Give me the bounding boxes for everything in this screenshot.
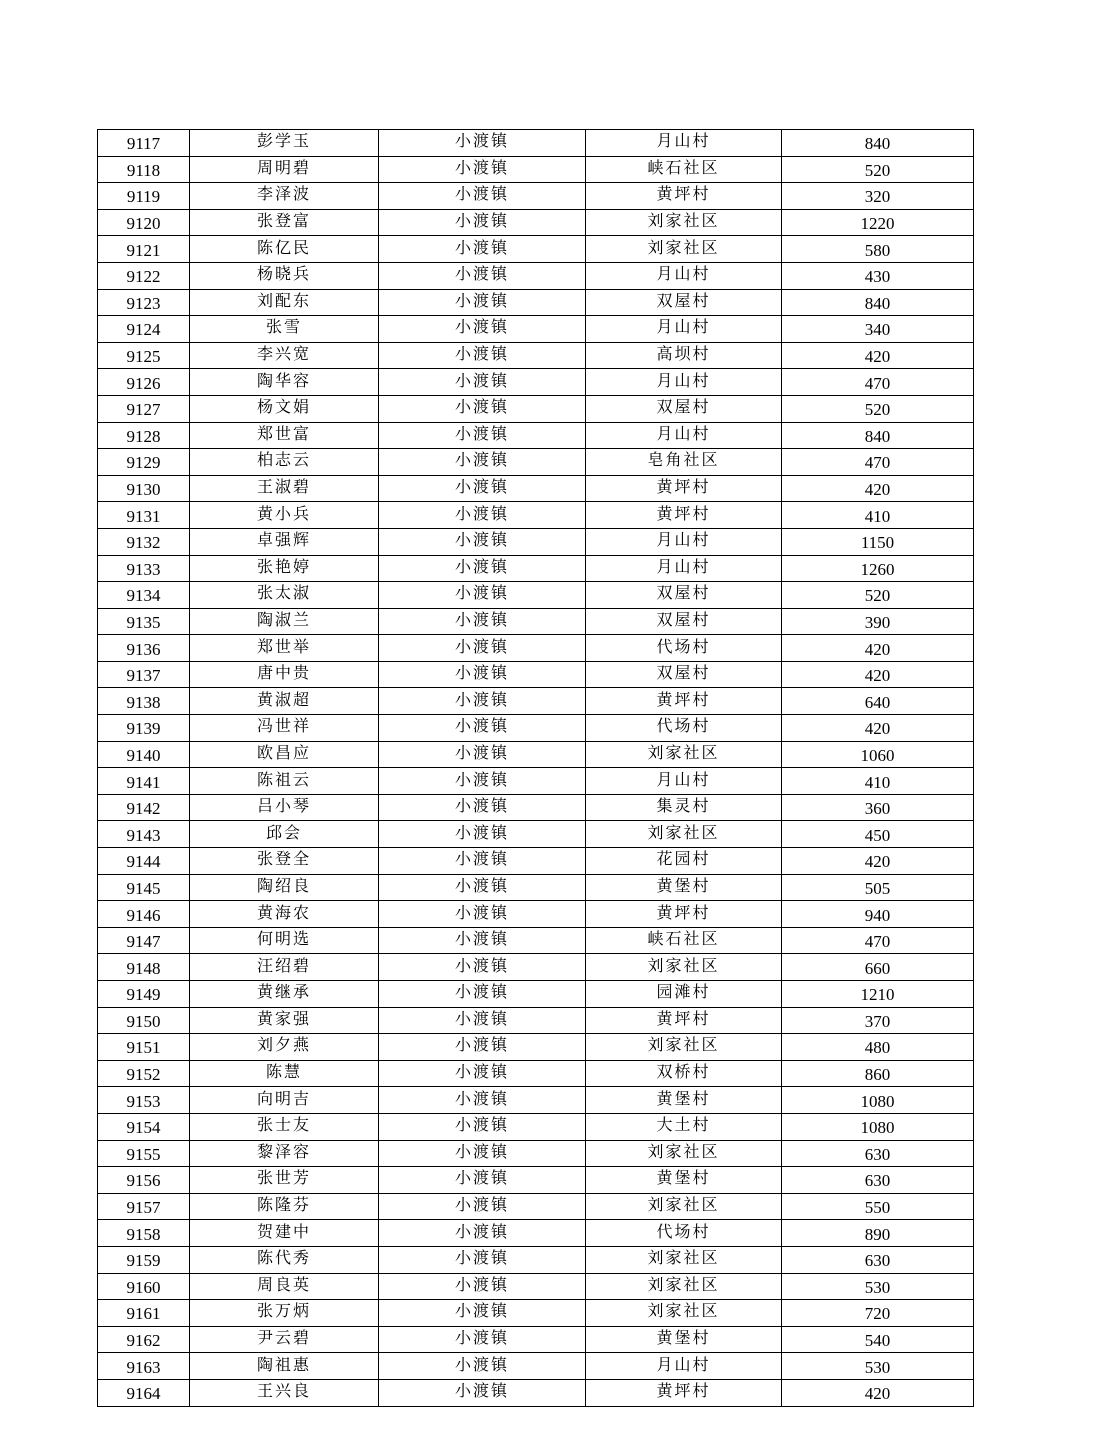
table-row: [98, 422, 974, 449]
cell-town: 小渡镇: [379, 1353, 586, 1380]
cell-amount: 1210: [782, 981, 974, 1008]
cell-amount: 320: [782, 183, 974, 210]
cell-town: 小渡镇: [379, 1060, 586, 1087]
cell-name: 吕小琴: [190, 794, 379, 821]
cell-amount: 630: [782, 1140, 974, 1167]
cell-town: 小渡镇: [379, 874, 586, 901]
cell-amount: 840: [782, 130, 974, 157]
cell-town: 小渡镇: [379, 901, 586, 928]
cell-amount: 520: [782, 395, 974, 422]
table-row: [98, 236, 974, 263]
table-row: [98, 635, 974, 662]
cell-town: 小渡镇: [379, 422, 586, 449]
table-row: [98, 156, 974, 183]
cell-amount: 840: [782, 422, 974, 449]
cell-serial-number: 9133: [98, 555, 190, 582]
cell-name: 黄海农: [190, 901, 379, 928]
cell-amount: 470: [782, 927, 974, 954]
cell-amount: 420: [782, 342, 974, 369]
cell-amount: 840: [782, 289, 974, 316]
cell-village: 代场村: [586, 1220, 782, 1247]
cell-name: 陈隆芬: [190, 1193, 379, 1220]
cell-serial-number: 9119: [98, 183, 190, 210]
cell-name: 汪绍碧: [190, 954, 379, 981]
cell-amount: 640: [782, 688, 974, 715]
cell-village: 刘家社区: [586, 236, 782, 263]
cell-amount: 420: [782, 635, 974, 662]
cell-town: 小渡镇: [379, 1087, 586, 1114]
cell-town: 小渡镇: [379, 1167, 586, 1194]
table-row: [98, 954, 974, 981]
cell-amount: 1080: [782, 1113, 974, 1140]
table-row: [98, 209, 974, 236]
table-row: [98, 1140, 974, 1167]
cell-serial-number: 9144: [98, 848, 190, 875]
cell-village: 刘家社区: [586, 1300, 782, 1327]
cell-serial-number: 9152: [98, 1060, 190, 1087]
cell-town: 小渡镇: [379, 715, 586, 742]
cell-town: 小渡镇: [379, 475, 586, 502]
cell-name: 邱会: [190, 821, 379, 848]
cell-town: 小渡镇: [379, 661, 586, 688]
cell-serial-number: 9147: [98, 927, 190, 954]
cell-amount: 420: [782, 661, 974, 688]
cell-town: 小渡镇: [379, 555, 586, 582]
cell-village: 双屋村: [586, 661, 782, 688]
table-row: [98, 555, 974, 582]
cell-name: 尹云碧: [190, 1326, 379, 1353]
cell-town: 小渡镇: [379, 1034, 586, 1061]
table-row: [98, 981, 974, 1008]
cell-village: 月山村: [586, 555, 782, 582]
table-row: [98, 1326, 974, 1353]
table-row: [98, 901, 974, 928]
table-row: [98, 183, 974, 210]
cell-town: 小渡镇: [379, 1246, 586, 1273]
table-row: [98, 1060, 974, 1087]
cell-town: 小渡镇: [379, 821, 586, 848]
cell-serial-number: 9134: [98, 582, 190, 609]
table-row: [98, 130, 974, 157]
table-row: [98, 1353, 974, 1380]
cell-serial-number: 9138: [98, 688, 190, 715]
cell-amount: 1220: [782, 209, 974, 236]
cell-amount: 520: [782, 156, 974, 183]
cell-town: 小渡镇: [379, 1113, 586, 1140]
cell-serial-number: 9146: [98, 901, 190, 928]
cell-town: 小渡镇: [379, 183, 586, 210]
cell-amount: 430: [782, 262, 974, 289]
cell-amount: 420: [782, 848, 974, 875]
cell-village: 刘家社区: [586, 1034, 782, 1061]
cell-town: 小渡镇: [379, 981, 586, 1008]
table-row: [98, 821, 974, 848]
cell-serial-number: 9154: [98, 1113, 190, 1140]
cell-name: 卓强辉: [190, 528, 379, 555]
table-row: [98, 1220, 974, 1247]
cell-village: 刘家社区: [586, 1193, 782, 1220]
cell-amount: 530: [782, 1353, 974, 1380]
cell-serial-number: 9141: [98, 768, 190, 795]
cell-serial-number: 9131: [98, 502, 190, 529]
cell-village: 黄坪村: [586, 1379, 782, 1406]
cell-name: 唐中贵: [190, 661, 379, 688]
cell-town: 小渡镇: [379, 1193, 586, 1220]
cell-town: 小渡镇: [379, 954, 586, 981]
cell-amount: 420: [782, 475, 974, 502]
cell-name: 彭学玉: [190, 130, 379, 157]
cell-village: 月山村: [586, 1353, 782, 1380]
table-row: [98, 688, 974, 715]
cell-village: 刘家社区: [586, 1273, 782, 1300]
cell-village: 刘家社区: [586, 954, 782, 981]
cell-name: 陶祖惠: [190, 1353, 379, 1380]
table-body: [98, 130, 974, 1407]
table-row: [98, 1113, 974, 1140]
cell-village: 代场村: [586, 635, 782, 662]
cell-amount: 860: [782, 1060, 974, 1087]
table-row: [98, 1246, 974, 1273]
cell-name: 郑世富: [190, 422, 379, 449]
cell-amount: 410: [782, 768, 974, 795]
table-row: [98, 342, 974, 369]
cell-village: 黄坪村: [586, 688, 782, 715]
cell-serial-number: 9128: [98, 422, 190, 449]
cell-name: 张士友: [190, 1113, 379, 1140]
table-row: [98, 1379, 974, 1406]
cell-serial-number: 9161: [98, 1300, 190, 1327]
cell-town: 小渡镇: [379, 741, 586, 768]
cell-amount: 370: [782, 1007, 974, 1034]
cell-town: 小渡镇: [379, 1273, 586, 1300]
cell-village: 黄坪村: [586, 1007, 782, 1034]
cell-town: 小渡镇: [379, 209, 586, 236]
cell-serial-number: 9120: [98, 209, 190, 236]
cell-amount: 1080: [782, 1087, 974, 1114]
table-row: [98, 661, 974, 688]
cell-village: 月山村: [586, 768, 782, 795]
cell-village: 黄堡村: [586, 874, 782, 901]
cell-amount: 550: [782, 1193, 974, 1220]
data-table: [97, 129, 974, 1407]
cell-serial-number: 9135: [98, 608, 190, 635]
table-row: [98, 715, 974, 742]
cell-town: 小渡镇: [379, 635, 586, 662]
cell-amount: 340: [782, 316, 974, 343]
cell-name: 欧昌应: [190, 741, 379, 768]
cell-village: 月山村: [586, 262, 782, 289]
cell-village: 双桥村: [586, 1060, 782, 1087]
cell-village: 黄堡村: [586, 1167, 782, 1194]
cell-name: 张万炳: [190, 1300, 379, 1327]
cell-town: 小渡镇: [379, 1300, 586, 1327]
table-row: [98, 794, 974, 821]
cell-town: 小渡镇: [379, 316, 586, 343]
cell-amount: 420: [782, 1379, 974, 1406]
cell-village: 高坝村: [586, 342, 782, 369]
cell-serial-number: 9153: [98, 1087, 190, 1114]
cell-amount: 360: [782, 794, 974, 821]
cell-town: 小渡镇: [379, 130, 586, 157]
cell-village: 黄堡村: [586, 1087, 782, 1114]
cell-town: 小渡镇: [379, 1220, 586, 1247]
cell-name: 黎泽容: [190, 1140, 379, 1167]
cell-serial-number: 9162: [98, 1326, 190, 1353]
table-row: [98, 1087, 974, 1114]
cell-serial-number: 9151: [98, 1034, 190, 1061]
cell-village: 园滩村: [586, 981, 782, 1008]
cell-name: 周良英: [190, 1273, 379, 1300]
cell-amount: 410: [782, 502, 974, 529]
cell-amount: 530: [782, 1273, 974, 1300]
cell-village: 月山村: [586, 422, 782, 449]
table-row: [98, 768, 974, 795]
cell-name: 周明碧: [190, 156, 379, 183]
table-row: [98, 289, 974, 316]
cell-serial-number: 9126: [98, 369, 190, 396]
cell-town: 小渡镇: [379, 369, 586, 396]
cell-serial-number: 9163: [98, 1353, 190, 1380]
cell-town: 小渡镇: [379, 342, 586, 369]
cell-name: 陈代秀: [190, 1246, 379, 1273]
table-row: [98, 262, 974, 289]
cell-name: 李泽波: [190, 183, 379, 210]
table-row: [98, 1007, 974, 1034]
table-row: [98, 848, 974, 875]
cell-town: 小渡镇: [379, 502, 586, 529]
cell-name: 张登全: [190, 848, 379, 875]
cell-name: 黄淑超: [190, 688, 379, 715]
table-row: [98, 1273, 974, 1300]
cell-amount: 480: [782, 1034, 974, 1061]
cell-village: 皂角社区: [586, 449, 782, 476]
cell-village: 黄坪村: [586, 901, 782, 928]
cell-name: 王淑碧: [190, 475, 379, 502]
cell-amount: 520: [782, 582, 974, 609]
cell-amount: 660: [782, 954, 974, 981]
cell-town: 小渡镇: [379, 927, 586, 954]
cell-amount: 1060: [782, 741, 974, 768]
table-row: [98, 741, 974, 768]
cell-name: 黄家强: [190, 1007, 379, 1034]
cell-serial-number: 9139: [98, 715, 190, 742]
table-row: [98, 874, 974, 901]
cell-name: 陈慧: [190, 1060, 379, 1087]
cell-name: 郑世举: [190, 635, 379, 662]
table-row: [98, 528, 974, 555]
cell-serial-number: 9145: [98, 874, 190, 901]
cell-serial-number: 9143: [98, 821, 190, 848]
cell-serial-number: 9124: [98, 316, 190, 343]
cell-village: 月山村: [586, 316, 782, 343]
cell-village: 黄坪村: [586, 183, 782, 210]
cell-serial-number: 9149: [98, 981, 190, 1008]
cell-amount: 1260: [782, 555, 974, 582]
cell-village: 双屋村: [586, 289, 782, 316]
table-row: [98, 1167, 974, 1194]
cell-name: 陶淑兰: [190, 608, 379, 635]
cell-amount: 630: [782, 1167, 974, 1194]
cell-town: 小渡镇: [379, 1140, 586, 1167]
cell-serial-number: 9137: [98, 661, 190, 688]
cell-town: 小渡镇: [379, 156, 586, 183]
cell-town: 小渡镇: [379, 768, 586, 795]
cell-town: 小渡镇: [379, 528, 586, 555]
cell-amount: 420: [782, 715, 974, 742]
cell-serial-number: 9130: [98, 475, 190, 502]
cell-village: 刘家社区: [586, 209, 782, 236]
cell-serial-number: 9123: [98, 289, 190, 316]
cell-town: 小渡镇: [379, 1007, 586, 1034]
cell-village: 刘家社区: [586, 1140, 782, 1167]
cell-village: 月山村: [586, 130, 782, 157]
cell-name: 陈祖云: [190, 768, 379, 795]
table-row: [98, 1034, 974, 1061]
cell-name: 张雪: [190, 316, 379, 343]
cell-serial-number: 9159: [98, 1246, 190, 1273]
cell-serial-number: 9118: [98, 156, 190, 183]
table-row: [98, 369, 974, 396]
cell-town: 小渡镇: [379, 1379, 586, 1406]
cell-name: 刘夕燕: [190, 1034, 379, 1061]
cell-town: 小渡镇: [379, 582, 586, 609]
cell-name: 李兴宽: [190, 342, 379, 369]
cell-amount: 470: [782, 449, 974, 476]
cell-serial-number: 9121: [98, 236, 190, 263]
cell-village: 双屋村: [586, 395, 782, 422]
cell-name: 陶华容: [190, 369, 379, 396]
cell-village: 花园村: [586, 848, 782, 875]
cell-town: 小渡镇: [379, 236, 586, 263]
cell-town: 小渡镇: [379, 449, 586, 476]
cell-name: 张登富: [190, 209, 379, 236]
table-row: [98, 502, 974, 529]
cell-amount: 450: [782, 821, 974, 848]
cell-amount: 540: [782, 1326, 974, 1353]
cell-name: 陈亿民: [190, 236, 379, 263]
cell-name: 柏志云: [190, 449, 379, 476]
cell-town: 小渡镇: [379, 794, 586, 821]
cell-village: 峡石社区: [586, 156, 782, 183]
cell-amount: 1150: [782, 528, 974, 555]
cell-village: 月山村: [586, 528, 782, 555]
cell-amount: 470: [782, 369, 974, 396]
cell-town: 小渡镇: [379, 289, 586, 316]
cell-village: 黄坪村: [586, 502, 782, 529]
table-row: [98, 1193, 974, 1220]
cell-serial-number: 9164: [98, 1379, 190, 1406]
cell-village: 双屋村: [586, 582, 782, 609]
cell-town: 小渡镇: [379, 848, 586, 875]
table-row: [98, 1300, 974, 1327]
cell-name: 张艳婷: [190, 555, 379, 582]
cell-serial-number: 9140: [98, 741, 190, 768]
cell-amount: 505: [782, 874, 974, 901]
table-row: [98, 395, 974, 422]
cell-name: 黄小兵: [190, 502, 379, 529]
cell-village: 代场村: [586, 715, 782, 742]
table-row: [98, 475, 974, 502]
cell-amount: 720: [782, 1300, 974, 1327]
cell-town: 小渡镇: [379, 608, 586, 635]
cell-village: 大土村: [586, 1113, 782, 1140]
table-row: [98, 927, 974, 954]
cell-name: 张世芳: [190, 1167, 379, 1194]
cell-town: 小渡镇: [379, 688, 586, 715]
cell-serial-number: 9129: [98, 449, 190, 476]
cell-village: 峡石社区: [586, 927, 782, 954]
cell-name: 陶绍良: [190, 874, 379, 901]
cell-serial-number: 9132: [98, 528, 190, 555]
cell-town: 小渡镇: [379, 395, 586, 422]
cell-name: 冯世祥: [190, 715, 379, 742]
cell-name: 何明选: [190, 927, 379, 954]
cell-name: 杨晓兵: [190, 262, 379, 289]
cell-serial-number: 9156: [98, 1167, 190, 1194]
cell-village: 双屋村: [586, 608, 782, 635]
cell-amount: 890: [782, 1220, 974, 1247]
cell-serial-number: 9127: [98, 395, 190, 422]
cell-serial-number: 9148: [98, 954, 190, 981]
cell-serial-number: 9125: [98, 342, 190, 369]
cell-serial-number: 9160: [98, 1273, 190, 1300]
table-row: [98, 449, 974, 476]
cell-serial-number: 9150: [98, 1007, 190, 1034]
cell-amount: 940: [782, 901, 974, 928]
cell-name: 刘配东: [190, 289, 379, 316]
cell-amount: 580: [782, 236, 974, 263]
cell-village: 黄堡村: [586, 1326, 782, 1353]
cell-village: 黄坪村: [586, 475, 782, 502]
cell-name: 向明吉: [190, 1087, 379, 1114]
cell-town: 小渡镇: [379, 262, 586, 289]
table-row: [98, 608, 974, 635]
cell-name: 王兴良: [190, 1379, 379, 1406]
cell-name: 杨文娟: [190, 395, 379, 422]
cell-serial-number: 9136: [98, 635, 190, 662]
cell-village: 刘家社区: [586, 741, 782, 768]
cell-village: 集灵村: [586, 794, 782, 821]
cell-serial-number: 9158: [98, 1220, 190, 1247]
table-row: [98, 316, 974, 343]
cell-name: 黄继承: [190, 981, 379, 1008]
cell-serial-number: 9142: [98, 794, 190, 821]
cell-amount: 630: [782, 1246, 974, 1273]
cell-serial-number: 9155: [98, 1140, 190, 1167]
cell-amount: 390: [782, 608, 974, 635]
cell-town: 小渡镇: [379, 1326, 586, 1353]
cell-name: 贺建中: [190, 1220, 379, 1247]
cell-village: 刘家社区: [586, 821, 782, 848]
cell-serial-number: 9117: [98, 130, 190, 157]
cell-village: 月山村: [586, 369, 782, 396]
cell-serial-number: 9157: [98, 1193, 190, 1220]
cell-name: 张太淑: [190, 582, 379, 609]
cell-serial-number: 9122: [98, 262, 190, 289]
table-row: [98, 582, 974, 609]
cell-village: 刘家社区: [586, 1246, 782, 1273]
